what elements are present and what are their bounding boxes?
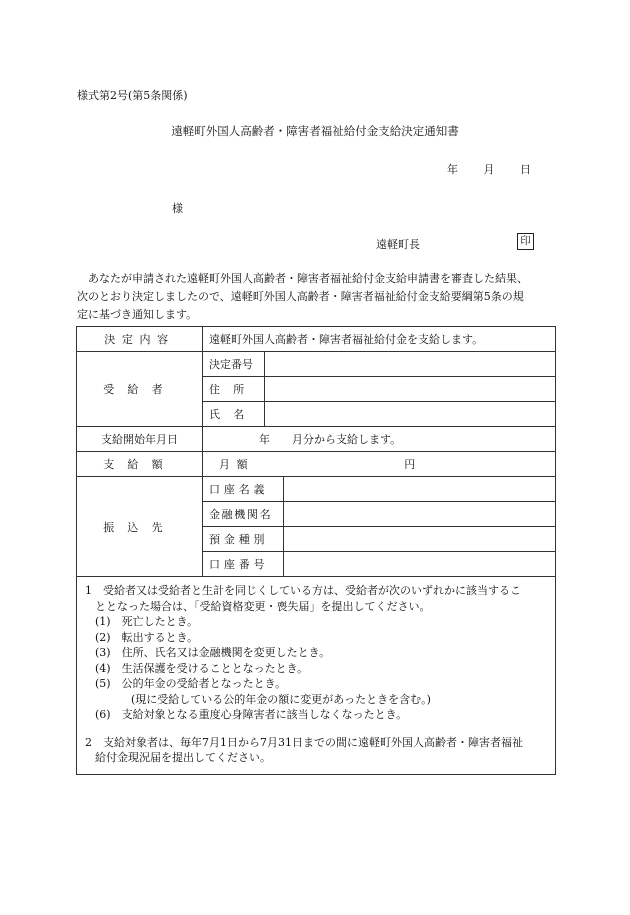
bank-field[interactable] [284, 502, 556, 527]
yen-unit: 円 [404, 458, 416, 471]
start-date-label: 支給開始年月日 [77, 427, 203, 452]
start-month-text: 月分から支給します。 [292, 433, 402, 446]
row-start-date [77, 427, 556, 452]
amount-value [203, 452, 556, 477]
row-notes [77, 577, 556, 775]
note-item-5-sub: (現に受給している公的年金の額に変更があったときを含む。) [131, 692, 431, 706]
date-line [447, 161, 553, 177]
transfer-label: 振込先 [77, 477, 203, 577]
row-decision-number [77, 352, 556, 377]
decision-number-label: 決定番号 [203, 352, 265, 377]
note-2-line-2: 給付金現況届を提出してください。 [95, 751, 271, 764]
document-title: 遠軽町外国人高齢者・障害者福祉給付金支給決定通知書 [171, 124, 459, 138]
note-1-line-2: ととなった場合は、「受給資格変更・喪失届」を提出してください。 [95, 599, 431, 613]
amount-label: 支給額 [77, 452, 203, 477]
account-number-label: 口座番号 [203, 552, 284, 577]
address-label: 住所 [203, 377, 265, 402]
row-amount [77, 452, 556, 477]
name-label: 氏名 [203, 402, 265, 427]
account-name-field[interactable] [284, 477, 556, 502]
note-2-line-1: 2 支給対象者は、毎年7月1日から7月31日までの間に遠軽町外国人高齢者・障害者福祉 [85, 735, 523, 749]
start-year: 年 [259, 433, 270, 446]
note-item: (2) 転出するとき。 [95, 630, 199, 644]
intro-paragraph [77, 270, 557, 324]
account-number-field[interactable] [284, 552, 556, 577]
name-field[interactable] [265, 402, 556, 427]
seal-box: 印 [517, 233, 534, 250]
row-decision [77, 327, 556, 352]
date-month: 月 [483, 163, 495, 176]
intro-line-3: 定に基づき通知します。 [77, 308, 198, 321]
form-number: 様式第2号(第5条関係) [77, 89, 188, 102]
note-item: (5) 公的年金の受給者となったとき。 [95, 677, 287, 690]
start-date-value [203, 427, 556, 452]
address-field[interactable] [265, 377, 556, 402]
monthly-label: 月額 [219, 458, 255, 471]
deposit-type-field[interactable] [284, 527, 556, 552]
row-account-name [77, 477, 556, 502]
decision-number-field[interactable] [265, 352, 556, 377]
decision-table [76, 326, 556, 775]
date-day: 日 [520, 163, 531, 176]
note-item: (1) 死亡したとき。 [95, 615, 199, 628]
bank-label: 金融機関名 [203, 502, 284, 527]
note-item: (4) 生活保護を受けることとなったとき。 [95, 661, 309, 675]
notes [77, 577, 556, 775]
note-item: (3) 住所、氏名又は金融機関を変更したとき。 [95, 646, 331, 659]
recipient-label: 受給者 [77, 352, 203, 427]
issuer: 遠軽町長 [376, 238, 420, 251]
intro-line-2: 次のとおり決定しましたので、遠軽町外国人高齢者・障害者福祉給付金支給要綱第5条の規 [77, 290, 524, 303]
decision-value: 遠軽町外国人高齢者・障害者福祉給付金を支給します。 [203, 327, 556, 352]
note-item: (6) 支給対象となる重度心身障害者に該当しなくなったとき。 [95, 708, 408, 721]
account-name-label: 口座名義 [203, 477, 284, 502]
recipient-suffix: 様 [172, 202, 183, 215]
decision-label: 決定内容 [77, 327, 203, 352]
note-1-line-1: 1 受給者又は受給者と生計を同じくしている方は、受給者が次のいずれかに該当するこ [85, 584, 521, 597]
intro-line-1: あなたが申請された遠軽町外国人高齢者・障害者福祉給付金支給申請書を審査した結果、 [88, 272, 528, 285]
date-year: 年 [447, 163, 458, 176]
deposit-type-label: 預金種別 [203, 527, 284, 552]
